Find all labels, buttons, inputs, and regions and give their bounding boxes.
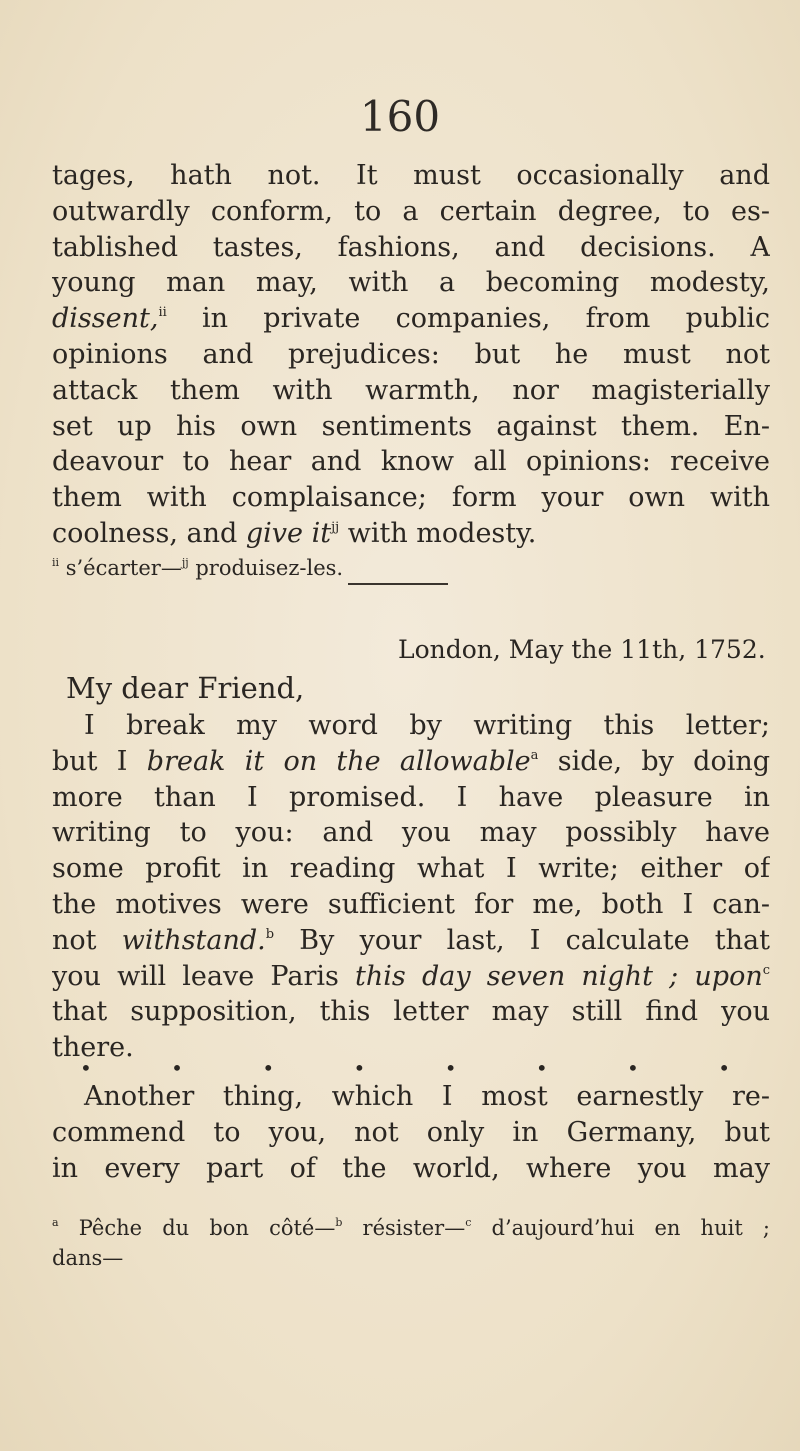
text-fragment: By your last, I calculate that xyxy=(274,924,770,956)
text-fragment: coolness, and xyxy=(52,517,246,549)
text-line: tablished tastes, fashions, and decisions. A xyxy=(52,231,770,263)
italic-word: withstand. xyxy=(121,924,266,956)
footnote-text: Pêche du bon côté— xyxy=(58,1216,336,1240)
italic-phrase: this day seven night ; upon xyxy=(355,960,763,992)
footnote-line xyxy=(52,1213,770,1243)
italic-word: dissent, xyxy=(52,303,159,335)
omission-dot: • xyxy=(80,1056,92,1080)
omission-dot: • xyxy=(718,1056,730,1080)
text-line xyxy=(52,301,770,337)
text-line: deavour to hear and know all opinions: receive xyxy=(52,446,770,478)
text-line: some profit in reading what I write; either of xyxy=(52,853,770,885)
omission-dot: • xyxy=(444,1056,457,1080)
text-fragment: with modesty. xyxy=(339,517,537,549)
text-fragment: you will leave Paris xyxy=(52,960,356,992)
footnote-line xyxy=(52,553,770,583)
footnote-marker: c xyxy=(465,1216,472,1229)
text-line: them with complaisance; form your own with xyxy=(52,482,770,514)
text-line: commend to you, not only in Germany, but xyxy=(52,1116,770,1148)
text-fragment: side, by doing xyxy=(538,745,770,777)
omission-dots xyxy=(80,1058,730,1078)
footnote-line: dans— xyxy=(52,1246,124,1270)
footnote-marker-b: b xyxy=(265,926,275,942)
footnote-marker-jj: jj xyxy=(331,519,340,535)
text-line: attack them with warmth, nor magisterially xyxy=(52,374,770,406)
footnote-text: résister— xyxy=(342,1216,466,1240)
footnote-text: d’aujourd’hui en huit ; xyxy=(471,1216,770,1240)
text-line: outwardly conform, to a certain degree, to es- xyxy=(52,195,770,227)
text-line: more than I promised. I have pleasure in xyxy=(52,781,770,813)
text-line: writing to you: and you may possibly have xyxy=(52,817,770,849)
text-line xyxy=(52,744,770,780)
paragraph-continuation xyxy=(52,158,770,552)
footnote-marker-ii: ii xyxy=(158,305,167,321)
text-fragment: but I xyxy=(52,745,147,777)
letter-dateline: London, May the 11th, 1752. xyxy=(398,635,766,664)
omission-dot: • xyxy=(353,1056,366,1080)
footnote-block-1 xyxy=(52,553,770,583)
text-line: there. xyxy=(52,1032,134,1064)
footnote-marker: jj xyxy=(181,556,189,569)
text-line xyxy=(52,516,770,552)
text-line: the motives were sufficient for me, both I can- xyxy=(52,888,770,920)
text-fragment: in private companies, from public xyxy=(166,303,770,335)
italic-phrase: give it xyxy=(245,517,332,549)
text-line: tages, hath not. It must occasionally and xyxy=(52,160,770,191)
footnote-marker: a xyxy=(52,1216,59,1229)
section-divider xyxy=(348,583,448,585)
omission-dot: • xyxy=(262,1056,275,1080)
omission-dot: • xyxy=(535,1056,548,1080)
footnote-marker: b xyxy=(335,1216,343,1229)
footnote-text: s’écarter— xyxy=(59,556,182,580)
page-number: 160 xyxy=(359,92,441,141)
omission-dot: • xyxy=(171,1056,183,1080)
text-line: I break my word by writing this letter; xyxy=(84,710,770,741)
letter-salutation: My dear Friend, xyxy=(66,671,305,705)
text-line: young man may, with a becoming modesty, xyxy=(52,267,770,299)
text-line: opinions and prejudices: but he must not xyxy=(52,338,770,370)
footnote-marker-c: c xyxy=(762,962,770,978)
text-line: in every part of the world, where you may xyxy=(52,1152,770,1184)
text-fragment: not xyxy=(52,924,122,956)
text-line: set up his own sentiments against them. En- xyxy=(52,410,770,442)
text-line xyxy=(52,923,770,959)
omission-dot: • xyxy=(627,1056,639,1080)
letter-body xyxy=(52,708,770,1066)
footnote-marker-a: a xyxy=(530,747,539,763)
text-line: that supposition, this letter may still find you xyxy=(52,996,770,1028)
footnote-block-2 xyxy=(52,1213,770,1273)
text-line xyxy=(52,959,770,995)
footnote-text: produisez-les. xyxy=(188,556,344,580)
footnote-marker: ii xyxy=(52,556,60,569)
italic-phrase: break it on the allowable xyxy=(146,745,531,777)
text-line: Another thing, which I most earnestly re- xyxy=(84,1081,770,1112)
letter-continuation xyxy=(52,1079,770,1186)
